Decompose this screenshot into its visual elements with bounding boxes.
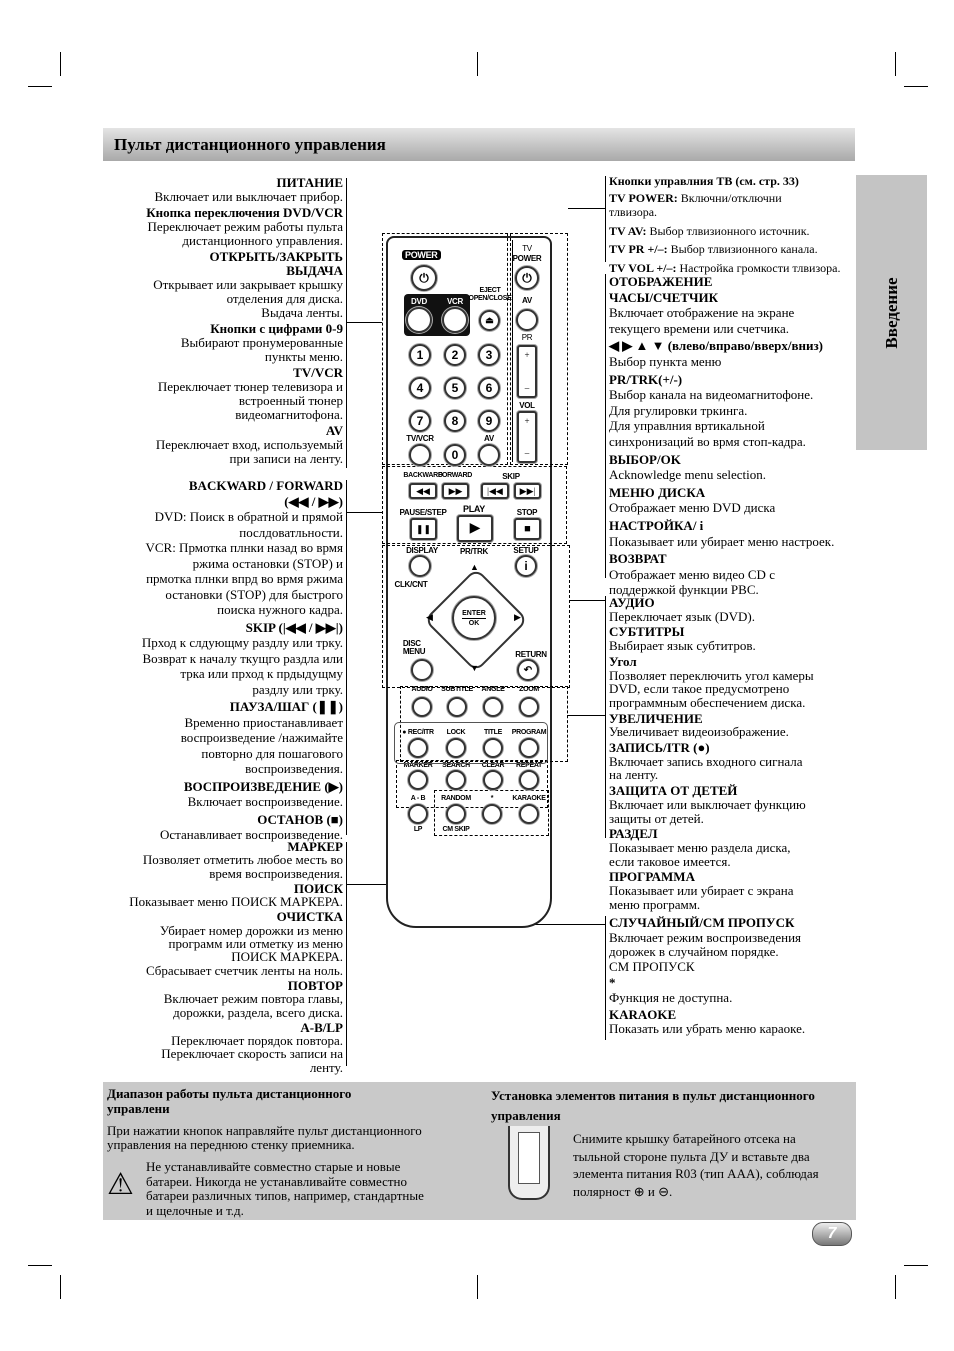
return-icon: ↶	[523, 664, 533, 676]
callout-title: ПРОГРАММА	[609, 869, 695, 885]
callout-title: TV VOL +/–:	[609, 260, 677, 275]
callout-entry	[100, 1021, 343, 1074]
callout-title: Кнопки управлния ТВ (см. стр. 33)	[609, 174, 799, 188]
battery-heading: Установка элементов питания в пульт дистанционного управления	[491, 1088, 815, 1123]
tv-pr-rocker[interactable]: + –	[517, 345, 537, 398]
callout-description: Прход к слдующму раздлу или трку. Возврат к началу ткущго раздла или трка или прход к прдыдущму раздлу или трку.	[141, 635, 343, 697]
pause-icon: ❚❚	[415, 523, 432, 534]
crop-mark	[28, 86, 52, 87]
callout-entry	[100, 620, 343, 698]
callout-title: SKIP (|◀◀ / ▶▶|)	[245, 619, 343, 635]
warning-icon: ⚠	[107, 1168, 134, 1201]
callout-entry	[100, 176, 343, 204]
search-button[interactable]	[446, 770, 466, 790]
down-arrow-icon[interactable]: ▼	[470, 663, 479, 673]
callout-entry	[100, 478, 343, 618]
tv-av-label: AV	[522, 296, 532, 305]
forward-button[interactable]	[442, 483, 469, 499]
info-icon: i	[524, 559, 528, 573]
callout-title: TV AV:	[609, 223, 647, 238]
crop-mark	[60, 1275, 61, 1299]
divider	[512, 240, 513, 462]
callout-line	[346, 842, 347, 1066]
callout-description: DVD: Поиск в обратной и прямой послдоватльности. VCR: Прмотка плнки назад во врмя ржима остановки (STOP) и прмотка плнки впрд во врмя ржима остановки (STOP) для быстрого поиска нужного кадра.	[145, 509, 343, 617]
crop-mark	[904, 86, 928, 87]
pause-step-button[interactable]	[410, 518, 437, 540]
crop-mark	[477, 52, 478, 76]
program-label: PROGRAM	[511, 729, 547, 736]
random-label: RANDOM	[441, 795, 471, 802]
karaoke-label: KARAOKE	[512, 795, 546, 802]
callout-description: Открывает или закрывает крышку отделения для диска. Выдача ленты.	[153, 277, 343, 320]
crop-mark	[904, 1265, 928, 1266]
ok-label: OK	[468, 619, 480, 627]
callout-title: РАЗДЕЛ	[609, 826, 658, 842]
callout-description: Переключает порядок повтора. Переключает скорость записи на ленту.	[161, 1033, 343, 1075]
callout-title: AV	[325, 423, 343, 438]
callout-line	[605, 916, 606, 1040]
callout-description: Переключает вход, используемый при записи на ленту.	[155, 437, 343, 466]
forward-label: FORWARD	[438, 472, 472, 479]
callout-entry	[100, 882, 343, 909]
callout-line	[605, 274, 606, 578]
callout-description: Переключает тюнер телевизора и встроенный тюнер видеомагнитофона.	[157, 379, 343, 422]
a-b-label: A - B	[410, 795, 426, 802]
callout-title: ВЫБОР/OK	[609, 451, 681, 467]
callout-entry	[100, 206, 343, 248]
callout-line	[568, 208, 605, 209]
callout-description: Выбирают пронумерованные пункты меню.	[180, 335, 343, 364]
callout-description: Настройка громкости тлвизора.	[679, 260, 841, 275]
callout-entry	[609, 191, 854, 220]
callout-entry	[100, 979, 343, 1019]
star-button[interactable]	[482, 804, 502, 824]
callout-entry	[609, 485, 854, 516]
karaoke-button[interactable]	[519, 804, 539, 824]
av-label: AV	[484, 434, 494, 443]
left-group	[100, 478, 343, 845]
power-icon: ⏻	[419, 270, 429, 285]
callout-description: Временно приостанавливает воспроизведение /нажимайте повторно для пошагового воспроизведения.	[180, 714, 343, 776]
callout-title: Угол	[609, 653, 637, 669]
repeat-label: REPEAT	[515, 762, 543, 769]
right-arrow-icon[interactable]: ▶	[514, 612, 521, 622]
cm-skip-label: CM SKIP	[442, 826, 470, 833]
callout-description: Показывает меню раздела диска, если таковое имеется.	[609, 839, 791, 869]
tv-vcr-label: TV/VCR	[406, 434, 434, 443]
callout-entry	[609, 625, 854, 652]
callout-title: Кнопка переключения DVD/VCR	[146, 205, 343, 220]
right-group	[609, 596, 854, 913]
callout-title: A-B/LP	[300, 1019, 343, 1035]
callout-title: KARAOKE	[609, 1006, 677, 1022]
callout-title: СЛУЧАЙНЫЙ/СМ ПРОПУСК	[609, 915, 795, 930]
crop-mark	[60, 52, 61, 76]
enter-label: ENTER	[462, 609, 486, 617]
callout-entry	[100, 366, 343, 422]
skip-back-button[interactable]	[481, 483, 509, 499]
callout-title: TV PR +/–:	[609, 242, 668, 256]
callout-entry	[609, 916, 854, 974]
callout-entry	[100, 910, 343, 976]
callout-title: ОЧИСТКА	[276, 909, 343, 925]
digit-2-button[interactable]: 2	[444, 344, 466, 366]
fast-forward-icon: ▶▶	[448, 485, 463, 496]
stop-label: STOP	[516, 508, 538, 517]
callout-entry	[609, 261, 854, 276]
left-group	[100, 840, 343, 1076]
callout-title: МЕНЮ ДИСКА	[609, 484, 706, 500]
callout-title: МАРКЕР	[287, 839, 343, 854]
info-panel	[103, 1082, 856, 1220]
callout-entry	[609, 596, 854, 623]
display-label: DISPLAY	[406, 546, 438, 555]
random-button[interactable]	[446, 804, 466, 824]
vcr-label: VCR	[447, 297, 463, 306]
callout-description: Переключает язык (DVD).	[609, 608, 755, 624]
pr-trk-label: PR/TRK	[460, 547, 488, 556]
callout-line	[567, 715, 605, 716]
eject-label: EJECT OPEN/CLOSE	[468, 287, 512, 302]
callout-title: TV/VCR	[293, 365, 343, 380]
right-group	[609, 174, 854, 279]
callout-description: Отображает меню DVD диска	[609, 500, 776, 516]
callout-entry	[609, 242, 854, 257]
callout-title: СУБТИТРЫ	[609, 624, 685, 640]
callout-title: ОТКРЫТЬ/ЗАКРЫТЬ ВЫДАЧА	[209, 249, 343, 278]
rec-itr-label: ● REC/ITR	[402, 729, 434, 736]
up-arrow-icon[interactable]: ▲	[470, 562, 479, 572]
tv-av-button[interactable]	[516, 309, 538, 331]
callout-description: Показывает меню ПОИСК МАРКЕРА.	[129, 894, 343, 910]
right-group	[609, 274, 854, 600]
callout-description: Acknowledge menu selection.	[609, 467, 767, 483]
callout-title: PR/TRK(+/-)	[609, 371, 683, 387]
power-label: POWER	[402, 250, 441, 260]
callout-title: ОСТАНОВ (■)	[257, 811, 343, 827]
vol-label: VOL	[519, 401, 535, 410]
callout-description: Позволяет отметить любое месть во время воспроизведения.	[142, 852, 343, 881]
crop-mark	[895, 52, 896, 76]
digit-8-button[interactable]: 8	[444, 410, 466, 432]
page-number: 7	[812, 1222, 852, 1246]
callout-entry	[609, 655, 854, 710]
callout-title: УВЕЛИЧЕНИЕ	[609, 710, 703, 726]
play-label: PLAY	[463, 504, 485, 514]
callout-title: ОТОБРАЖЕНИЕ ЧАСЫ/СЧЕТЧИК	[609, 274, 719, 305]
zoom-button[interactable]	[519, 697, 539, 717]
callout-title: ПИТАНИЕ	[276, 175, 343, 190]
callout-description: Останавливает воспроизведение.	[159, 827, 343, 842]
callout-description: Выбор тлвизионного канала.	[670, 242, 818, 256]
callout-line	[605, 596, 606, 838]
callout-description: Переключает режим работы пульта дистанционного управления.	[147, 219, 343, 248]
callout-description: Включает режим воспроизведения дорожек в случайном порядке. СМ ПРОПУСК	[609, 929, 802, 974]
callout-title: ПАУЗА/ШАГ (❚❚)	[229, 699, 343, 714]
rewind-icon: ◀◀	[416, 485, 430, 496]
record-button-group	[394, 722, 548, 764]
clk-cnt-label: CLK/CNT	[394, 580, 428, 589]
title-label: TITLE	[484, 729, 502, 736]
repeat-button[interactable]	[519, 770, 539, 790]
callout-description: Показывает или убирает меню настроек.	[609, 533, 835, 549]
digit-3-button[interactable]: 3	[478, 344, 500, 366]
power-button[interactable]	[411, 265, 437, 291]
tv-vol-rocker[interactable]: + –	[517, 411, 537, 463]
setup-label: SETUP	[513, 546, 539, 555]
callout-description: Включает или выключает функцию защиты от детей.	[609, 796, 806, 826]
marker-button[interactable]	[408, 770, 428, 790]
callout-description: Функция не доступна.	[609, 989, 733, 1005]
marker-label: MARKER	[403, 762, 433, 769]
callout-entry	[609, 174, 854, 189]
callout-description: Включает воспроизведение.	[187, 794, 343, 809]
callout-title: Кнопки с цифрами 0-9	[210, 321, 343, 336]
callout-line	[605, 176, 606, 262]
eject-icon: ⏏	[485, 315, 494, 325]
callout-description: Выбор канала на видеомагнитофоне. Для ргулировки тркинга. Для управлния вртикальной синхронизаций во врмя стоп-кадра.	[609, 387, 814, 449]
enter-ok-button[interactable]	[452, 596, 496, 640]
audio-label: AUDIO	[411, 686, 433, 693]
stop-icon: ■	[524, 523, 531, 535]
digit-1-button[interactable]: 1	[409, 344, 431, 366]
callout-entry	[100, 840, 343, 880]
pr-label: PR	[521, 333, 533, 342]
callout-title: ВОЗВРАТ	[609, 551, 667, 567]
callout-description: Включает режим повтора главы, дорожки, раздела, всего диска.	[163, 991, 343, 1020]
crop-mark	[477, 1275, 478, 1299]
crop-mark	[28, 1265, 52, 1266]
vcr-button[interactable]	[442, 307, 468, 333]
digit-0-button[interactable]: 0	[444, 444, 466, 466]
callout-title: АУДИО	[609, 595, 655, 610]
clear-button[interactable]	[483, 770, 503, 790]
return-button[interactable]	[517, 659, 539, 681]
range-text: При нажатии кнопок направляйте пульт дистанционного управления на переднюю стенку приемника.	[107, 1123, 422, 1152]
callout-line	[346, 322, 382, 323]
battery-text: Снимите крышку батарейного отсека на тыльной стороне пульта ДУ и вставьте два элемента питания R03 (тип AAA), соблюдая полярност ⊕ и ⊖.	[573, 1131, 819, 1199]
callout-title: ВОСПРОИЗВЕДЕНИЕ (▶)	[183, 778, 343, 794]
lock-label: LOCK	[446, 729, 466, 736]
callout-entry	[609, 827, 854, 868]
callout-description: Увеличивает видеоизображение.	[609, 724, 789, 740]
callout-description: Включает отображение на экране текущего времени или счетчика.	[609, 305, 795, 336]
callout-title: НАСТРОЙКА/ i	[609, 517, 704, 533]
dvd-label: DVD	[411, 297, 427, 306]
star-label: *	[490, 795, 494, 802]
callout-description: Включает или выключает прибор.	[154, 189, 343, 204]
subtitle-label: SUBTITLE	[441, 686, 473, 693]
callout-entry	[609, 712, 854, 739]
range-heading: Диапазон работы пульта дистанционного управлени	[107, 1086, 352, 1116]
callout-description: Показывает или убирает с экрана меню программ.	[609, 883, 794, 912]
battery-compartment-image	[508, 1126, 550, 1200]
left-group	[100, 176, 343, 468]
skip-label: SKIP	[502, 472, 520, 481]
angle-button[interactable]	[483, 697, 503, 717]
a-b-button[interactable]	[408, 804, 428, 824]
callout-title: ◀ ▶ ▲ ▼ (влево/вправо/вверх/вниз)	[609, 338, 824, 354]
callout-entry	[100, 424, 343, 466]
warning-text: Не устанавливайте совместно старые и новые батареи. Никогда не устанавливайте совместно батареи различных типов, например, стандартные и щелочные и т.д.	[146, 1159, 424, 1218]
callout-title: BACKWARD / FORWARD (◀◀ / ▶▶)	[188, 478, 343, 509]
callout-description: Отображает меню видео CD с поддержкой функции PBC.	[609, 566, 775, 598]
callout-entry	[609, 870, 854, 911]
audio-button[interactable]	[412, 697, 432, 717]
angle-label: ANGLE	[481, 686, 505, 693]
disc-menu-button[interactable]	[411, 659, 433, 681]
callout-title: ЗАПИСЬ/ITR (●)	[609, 740, 710, 756]
display-button[interactable]	[409, 555, 431, 577]
search-label: SEARCH	[442, 762, 470, 769]
pause-step-label: PAUSE/STEP	[399, 508, 447, 517]
callout-entry	[609, 274, 854, 336]
play-button[interactable]	[457, 515, 493, 542]
callout-title: *	[609, 975, 616, 991]
callout-entry	[609, 224, 854, 239]
callout-description: Выбор тлвизионного источник.	[649, 223, 810, 238]
callout-line	[570, 600, 605, 601]
zoom-label: ZOOM	[519, 686, 539, 693]
skip-forward-button[interactable]	[514, 483, 541, 499]
callout-description: Убирает номер дорожки из меню программ или отметку из меню ПОИСК МАРКЕРА. Сбрасывает счетчик ленты на ноль.	[145, 922, 343, 978]
digit-5-button[interactable]: 5	[444, 377, 466, 399]
callout-entry	[609, 518, 854, 549]
callout-entry	[100, 812, 343, 843]
callout-entry	[100, 699, 343, 777]
play-icon: ▶	[469, 521, 481, 536]
side-tab	[856, 175, 927, 450]
side-tab-label: Введение	[881, 276, 901, 349]
callout-line	[346, 512, 382, 513]
callout-title: ПОИСК	[293, 880, 343, 896]
callout-description: Показать или убрать меню караоке.	[609, 1021, 806, 1037]
callout-entry	[609, 338, 854, 369]
callout-title: ЗАЩИТА ОТ ДЕТЕЙ	[609, 783, 738, 799]
left-arrow-icon[interactable]: ◀	[426, 612, 433, 622]
subtitle-button[interactable]	[447, 697, 467, 717]
crop-mark	[895, 1275, 896, 1299]
right-group	[609, 916, 854, 1039]
callout-entry	[609, 1008, 854, 1037]
callout-entry	[100, 779, 343, 810]
callout-entry	[100, 322, 343, 364]
eject-button[interactable]	[479, 310, 500, 331]
power-icon: ⏻	[522, 270, 532, 285]
callout-description: Выбор пункта меню	[609, 353, 722, 369]
av-button[interactable]	[478, 444, 500, 466]
setup-button[interactable]	[515, 555, 537, 577]
callout-description: Включает запись входного сигнала на ленту.	[609, 753, 803, 783]
page-title: Пульт дистанционного управления	[114, 135, 386, 154]
skip-back-icon: |◀◀	[487, 485, 503, 496]
callout-description: Включни/отключни тлвизора.	[609, 190, 782, 219]
clear-label: CLEAR	[481, 762, 505, 769]
return-label: RETURN	[515, 650, 547, 659]
tv-label: TV	[522, 244, 532, 253]
digit-4-button[interactable]: 4	[409, 377, 431, 399]
skip-forward-icon: ▶▶|	[519, 485, 536, 496]
callout-entry	[609, 372, 854, 450]
callout-entry	[609, 741, 854, 782]
backward-button[interactable]	[409, 483, 437, 499]
tv-power-label: POWER	[512, 254, 542, 263]
callout-entry	[609, 976, 854, 1005]
callout-line	[346, 178, 347, 468]
tv-vcr-button[interactable]	[409, 444, 431, 466]
dvd-button[interactable]	[406, 307, 432, 333]
lp-label: LP	[413, 826, 423, 833]
disc-menu-label: DISC MENU	[402, 639, 426, 656]
callout-entry	[609, 784, 854, 825]
callout-entry	[609, 452, 854, 483]
digit-7-button[interactable]: 7	[409, 410, 431, 432]
callout-line	[346, 480, 347, 835]
tv-power-button[interactable]	[515, 266, 539, 290]
digit-6-button[interactable]: 6	[478, 377, 500, 399]
callout-title: ПОВТОР	[287, 977, 343, 993]
section-header	[103, 128, 855, 161]
callout-title: TV POWER:	[609, 190, 678, 205]
callout-description: Выбирает язык субтитров.	[609, 638, 756, 654]
callout-entry	[100, 250, 343, 320]
digit-9-button[interactable]: 9	[478, 410, 500, 432]
backward-label: BACKWARD	[403, 472, 443, 479]
stop-button[interactable]	[514, 518, 541, 540]
callout-entry	[609, 551, 854, 598]
callout-description: Позволяет переключить угол камеры DVD, если такое предусмотрено программным обеспечением диска.	[609, 667, 814, 710]
